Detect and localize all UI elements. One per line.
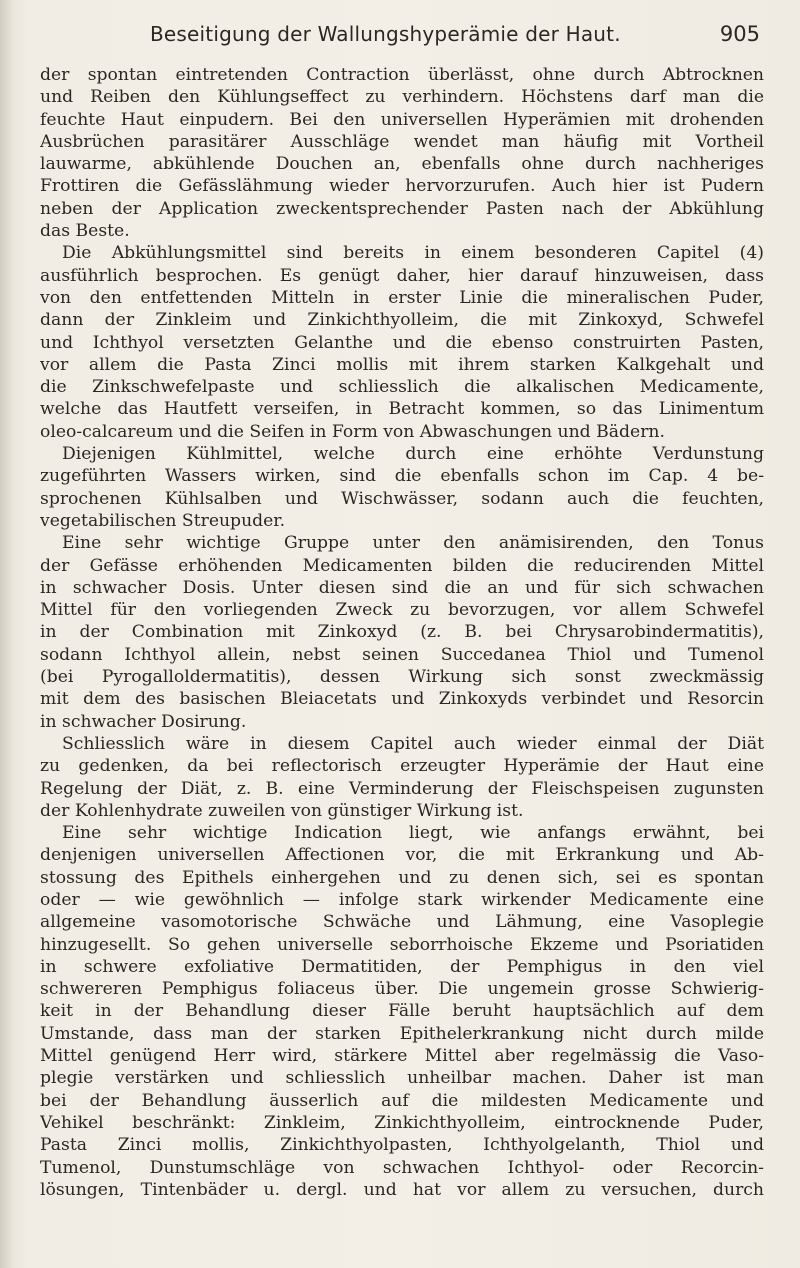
- text-line: in schwacher Dosirung.: [40, 711, 247, 732]
- text-line: feuchte Haut einpudern. Bei den universellen Hyperämien mit drohenden: [40, 109, 764, 130]
- text-line: keit in der Behandlung dieser Fälle beruht hauptsächlich auf dem: [40, 1001, 764, 1022]
- text-line: lösungen, Tintenbäder u. dergl. und hat vor allem zu versuchen, durch: [40, 1179, 764, 1200]
- text-line: Tumenol, Dunstumschläge von schwachen Ichthyol- oder Recorcin-: [40, 1157, 764, 1178]
- body-text: [40, 64, 764, 1201]
- text-line: der Gefässe erhöhenden Medicamenten bilden die reducirenden Mittel: [40, 555, 764, 576]
- text-line: Die Abkühlungsmittel sind bereits in einem besonderen Capitel (4): [62, 243, 764, 264]
- text-line: zu gedenken, da bei reflectorisch erzeugter Hyperämie der Haut eine: [40, 756, 764, 777]
- text-line: oder — wie gewöhnlich — infolge stark wirkender Medicamente eine: [40, 889, 764, 910]
- text-line: Regelung der Diät, z. B. eine Verminderung der Fleischspeisen zugunsten: [40, 778, 764, 799]
- text-line: und Reiben den Kühlungseffect zu verhindern. Höchstens darf man die: [40, 87, 764, 108]
- text-line: das Beste.: [40, 221, 130, 242]
- text-line: lauwarme, abkühlende Douchen an, ebenfalls ohne durch nachheriges: [40, 154, 764, 175]
- text-line: Diejenigen Kühlmittel, welche durch eine erhöhte Verdunstung: [62, 444, 764, 465]
- text-line: Pasta Zinci mollis, Zinkichthyolpasten, Ichthyolgelanth, Thiol und: [40, 1135, 764, 1156]
- text-line: Eine sehr wichtige Gruppe unter den anämisirenden, den Tonus: [62, 533, 764, 554]
- text-line: ausführlich besprochen. Es genügt daher, hier darauf hinzuweisen, dass: [40, 265, 764, 286]
- text-line: und Ichthyol versetzten Gelanthe und die ebenso construirten Pasten,: [40, 332, 764, 353]
- text-line: plegie verstärken und schliesslich unheilbar machen. Daher ist man: [40, 1068, 764, 1089]
- text-line: Schliesslich wäre in diesem Capitel auch wieder einmal der Diät: [62, 733, 764, 754]
- running-head: Beseitigung der Wallungshyperämie der Haut.: [150, 22, 621, 46]
- text-line: in schwere exfoliative Dermatitiden, der Pemphigus in den viel: [40, 956, 764, 977]
- text-line: Vehikel beschränkt: Zinkleim, Zinkichthyolleim, eintrocknende Puder,: [40, 1112, 764, 1133]
- text-line: Ausbrüchen parasitärer Ausschläge wendet man häufig mit Vortheil: [40, 131, 764, 152]
- page-number: 905: [719, 22, 760, 46]
- text-line: sprochenen Kühlsalben und Wischwässer, sodann auch die feuchten,: [40, 488, 764, 509]
- text-line: mit dem des basischen Bleiacetats und Zinkoxyds verbindet und Resorcin: [40, 689, 764, 710]
- text-line: in der Combination mit Zinkoxyd (z. B. bei Chrysarobindermatitis),: [40, 622, 764, 643]
- text-line: (bei Pyrogalloldermatitis), dessen Wirkung sich sonst zweckmässig: [40, 667, 764, 688]
- text-line: vegetabilischen Streupuder.: [40, 510, 286, 531]
- text-line: von den entfettenden Mitteln in erster Linie die mineralischen Puder,: [40, 287, 764, 308]
- text-line: der Kohlenhydrate zuweilen von günstiger Wirkung ist.: [40, 800, 524, 821]
- text-line: der spontan eintretenden Contraction überlässt, ohne durch Abtrocknen: [40, 65, 764, 85]
- text-line: welche das Hautfett verseifen, in Betracht kommen, so das Linimentum: [40, 399, 764, 420]
- text-line: zugeführten Wassers wirken, sind die ebenfalls schon im Cap. 4 be-: [40, 466, 764, 487]
- binding-shadow: [0, 0, 14, 1268]
- text-line: sodann Ichthyol allein, nebst seinen Succedanea Thiol und Tumenol: [40, 644, 764, 665]
- text-line: Frottiren die Gefässlähmung wieder hervorzurufen. Auch hier ist Pudern: [40, 176, 764, 197]
- text-line: bei der Behandlung äusserlich auf die mildesten Medicamente und: [40, 1090, 764, 1111]
- text-line: schwereren Pemphigus foliaceus über. Die ungemein grosse Schwierig-: [40, 979, 764, 1000]
- text-line: hinzugesellt. So gehen universelle seborrhoische Ekzeme und Psoriatiden: [40, 934, 764, 955]
- page-header: [70, 22, 770, 52]
- text-line: in schwacher Dosis. Unter diesen sind die an und für sich schwachen: [40, 577, 764, 598]
- text-line: Umstande, dass man der starken Epithelerkrankung nicht durch milde: [40, 1023, 764, 1044]
- text-line: oleo-calcareum und die Seifen in Form von Abwaschungen und Bädern.: [40, 421, 665, 442]
- text-line: denjenigen universellen Affectionen vor, die mit Erkrankung und Ab-: [40, 845, 764, 866]
- text-line: die Zinkschwefelpaste und schliesslich die alkalischen Medicamente,: [40, 377, 764, 398]
- text-line: stossung des Epithels einhergehen und zu denen sich, sei es spontan: [40, 867, 764, 888]
- text-line: allgemeine vasomotorische Schwäche und Lähmung, eine Vasoplegie: [40, 912, 764, 933]
- text-line: dann der Zinkleim und Zinkichthyolleim, die mit Zinkoxyd, Schwefel: [40, 310, 764, 331]
- text-line: Mittel für den vorliegenden Zweck zu bevorzugen, vor allem Schwefel: [40, 600, 764, 621]
- text-line: neben der Application zweckentsprechender Pasten nach der Abkühlung: [40, 198, 764, 219]
- text-line: vor allem die Pasta Zinci mollis mit ihrem starken Kalkgehalt und: [40, 354, 764, 375]
- text-line: Eine sehr wichtige Indication liegt, wie anfangs erwähnt, bei: [62, 823, 764, 844]
- text-line: Mittel genügend Herr wird, stärkere Mittel aber regelmässig die Vaso-: [40, 1046, 764, 1067]
